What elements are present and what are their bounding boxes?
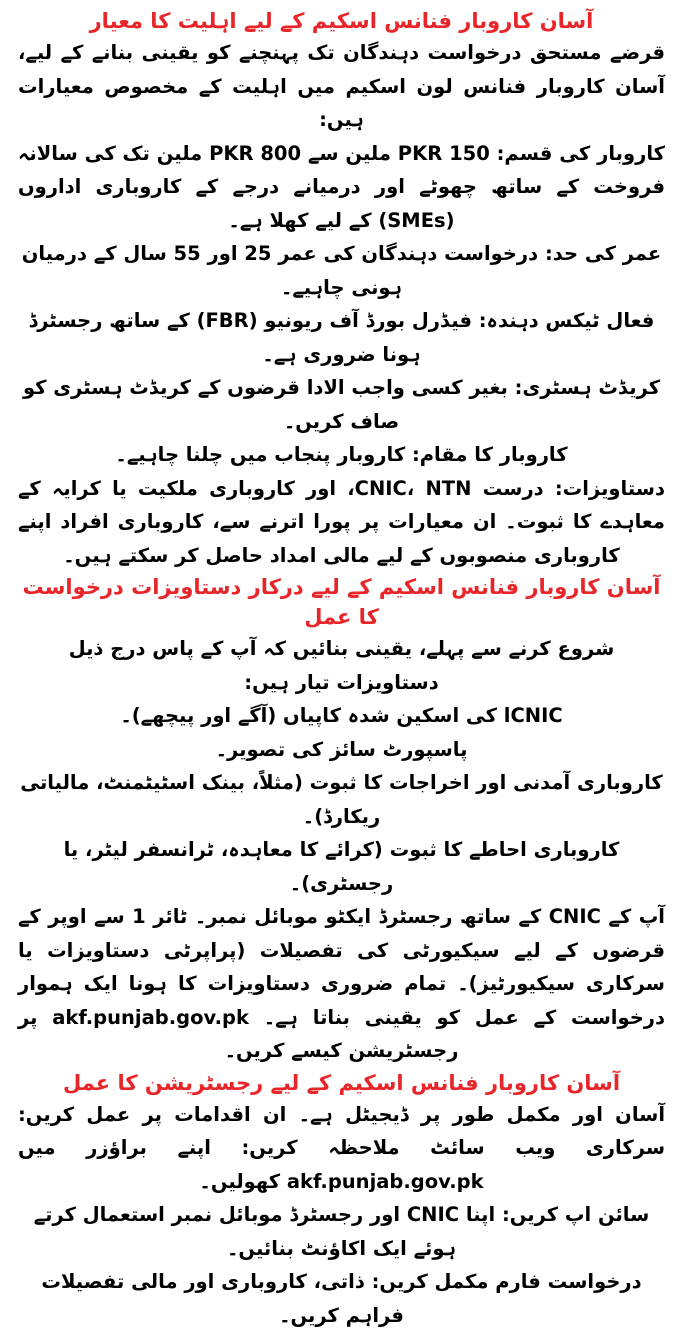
cnic-copies-item: CNICا کی اسکین شدہ کاپیاں (آگے اور پیچھے)۔: [120, 704, 563, 727]
age-limit-criterion: عمر کی حد: درخواست دہندگان کی عمر 25 اور 55 سال کے درمیان ہونی چاہیے۔: [21, 242, 662, 299]
business-location-criterion: کاروبار کا مقام: کاروبار پنجاب میں چلنا چاہیے۔: [115, 443, 568, 466]
eligibility-heading: آسان کاروبار فنانس اسکیم کے لیے اہلیت کا معیار: [89, 9, 594, 33]
credit-history-criterion: کریڈٹ ہسٹری: بغیر کسی واجب الادا قرضوں کے کریڈٹ ہسٹری کو صاف کریں۔: [22, 376, 661, 433]
required-documents-heading: آسان کاروبار فنانس اسکیم کے لیے درکار دستاویزات درخواست کا عمل: [22, 575, 661, 629]
income-proof-item: کاروباری آمدنی اور اخراجات کا ثبوت (مثلاً، بینک اسٹیٹمنٹ، مالیاتی ریکارڈ)۔: [20, 771, 663, 828]
registration-heading: آسان کاروبار فنانس اسکیم کے لیے رجسٹریشن کا عمل: [62, 1070, 621, 1095]
passport-photo-item: پاسپورٹ سائز کی تصویر۔: [215, 737, 468, 761]
tax-payer-criterion: فعال ٹیکس دہندہ: فیڈرل بورڈ آف ریونیو (FBR) کے ساتھ رجسٹرڈ ہونا ضروری ہے۔: [28, 309, 655, 366]
eligibility-intro: قرضے مستحق درخواست دہندگان تک پہنچنے کو یقینی بنانے کے لیے، آسان کاروبار فنانس لون اسکیم میں اہلیت کے مخصوص معیارات ہیں:: [18, 41, 665, 131]
sign-up-step: سائن اپ کریں: اپنا CNIC اور رجسٹرڈ موبائل نمبر استعمال کرتے ہوئے ایک اکاؤنٹ بنائیں۔: [33, 1203, 650, 1260]
registration-intro: آسان اور مکمل طور پر ڈیجیٹل ہے۔ ان اقدامات پر عمل کریں: سرکاری ویب سائٹ ملاحظہ کریں: اپنے براؤزر میں akf.punjab.gov.pk کھولیں۔: [18, 1102, 665, 1193]
premises-proof-item: کاروباری احاطے کا ثبوت (کرائے کا معاہدہ، ٹرانسفر لیٹر، یا رجسٹری)۔: [63, 838, 620, 895]
documents-intro: شروع کرنے سے پہلے، یقینی بنائیں کہ آپ کے پاس درج ذیل دستاویزات تیار ہیں:: [68, 637, 615, 694]
mobile-security-item: آپ کے CNIC کے ساتھ رجسٹرڈ ایکٹو موبائل نمبر۔ ٹائر 1 سے اوپر کے قرضوں کے لیے سیکیورٹی کی تفصیلات (پراپرٹی دستاویزات یا سرکاری سیکیورٹیز)۔ تمام ضروری دستاویزات کا ہونا ایک ہموار درخواست کے عمل کو یقینی بناتا ہے۔ akf.punjab.gov.pk پر رجسٹریشن کیسے کریں۔: [18, 905, 665, 1062]
application-form-step: درخواست فارم مکمل کریں: ذاتی، کاروباری اور مالی تفصیلات فراہم کریں۔: [41, 1270, 642, 1327]
documents-criterion: دستاویزات: درست CNIC، NTN، اور کاروباری ملکیت یا کرایہ کے معاہدے کا ثبوت۔ ان معیارات پر پورا اترنے سے، کاروباری افراد اپنے کاروباری منصوبوں کے لیے مالی امداد حاصل کر سکتے ہیں۔: [18, 476, 665, 567]
business-type-criterion: کاروبار کی قسم: PKR 150 ملین سے PKR 800 ملین تک کی سالانہ فروخت کے ساتھ چھوٹے اور درمیانے درجے کے کاروباری اداروں (SMEs) کے لیے کھلا ہے۔: [18, 141, 665, 232]
